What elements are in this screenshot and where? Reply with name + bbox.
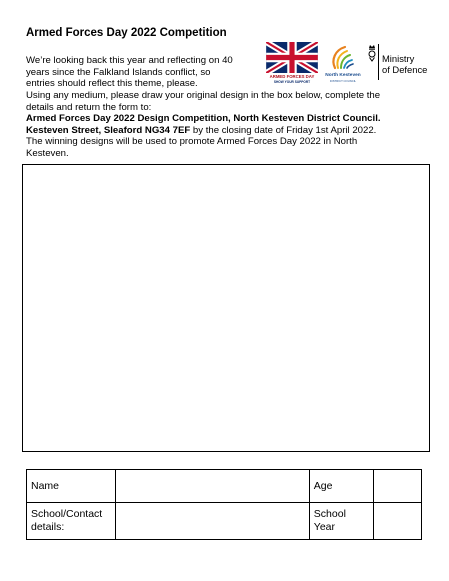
logo-strip xyxy=(266,40,428,86)
name-label xyxy=(27,470,116,503)
age-label-text: Age xyxy=(313,479,333,492)
school-year-label xyxy=(309,503,373,540)
instruction-line: The winning designs will be used to promote Armed Forces Day 2022 in North xyxy=(26,136,358,147)
mod-line-2: of Defence xyxy=(382,63,428,75)
name-label-text: Name xyxy=(31,479,60,492)
school-year-field[interactable] xyxy=(374,503,422,540)
instructions-paragraph xyxy=(26,90,421,159)
age-label xyxy=(309,470,373,503)
instruction-line: Kesteven. xyxy=(26,147,69,159)
school-contact-label-line1: School/Contact xyxy=(31,508,103,520)
afd-logo-text: ARMED FORCES DAY xyxy=(269,74,315,79)
royal-crest-icon xyxy=(367,44,377,62)
mod-divider xyxy=(378,44,379,80)
nk-logo-text: North Kesteven xyxy=(325,73,361,78)
school-contact-field[interactable] xyxy=(115,503,309,540)
deadline-text: by the closing date of Friday 1st April 2022. xyxy=(190,124,377,136)
instruction-line: Using any medium, please draw your original design in the box below, complete the xyxy=(26,90,381,101)
design-drawing-area[interactable] xyxy=(22,164,430,452)
intro-paragraph xyxy=(26,55,258,90)
name-field[interactable] xyxy=(115,470,309,503)
school-year-label-line2: Year xyxy=(313,521,336,533)
intro-line: entries should reflect this theme, please. xyxy=(26,78,198,89)
ministry-of-defence-logo xyxy=(367,40,428,86)
school-contact-label-line2: details: xyxy=(31,521,65,533)
address-deadline-line xyxy=(26,125,421,137)
school-year-label-line1: School xyxy=(313,508,346,520)
north-kesteven-swirl-icon xyxy=(321,42,365,72)
mod-logo-text xyxy=(382,54,427,75)
north-kesteven-logo xyxy=(321,42,365,84)
entry-details-table xyxy=(26,469,422,540)
address-street: Kesteven Street, Sleaford NG34 7EF xyxy=(26,124,191,136)
mod-line-1: Ministry xyxy=(382,53,415,64)
address-line xyxy=(26,113,421,125)
union-flag-icon xyxy=(266,42,318,73)
page-title: Armed Forces Day 2022 Competition xyxy=(26,27,227,39)
school-contact-label xyxy=(27,503,116,540)
age-field[interactable] xyxy=(374,470,422,503)
afd-logo-tagline: SHOW YOUR SUPPORT xyxy=(273,80,311,84)
intro-line: We’re looking back this year and reflecting on 40 xyxy=(26,55,233,66)
address-text: Armed Forces Day 2022 Design Competition, North Kesteven District Council. xyxy=(26,113,381,124)
armed-forces-day-logo xyxy=(266,42,318,84)
instruction-line: details and return the form to: xyxy=(26,101,152,113)
nk-logo-tagline: DISTRICT COUNCIL xyxy=(329,79,357,83)
intro-line: years since the Falkland Islands conflict, so xyxy=(26,66,211,78)
